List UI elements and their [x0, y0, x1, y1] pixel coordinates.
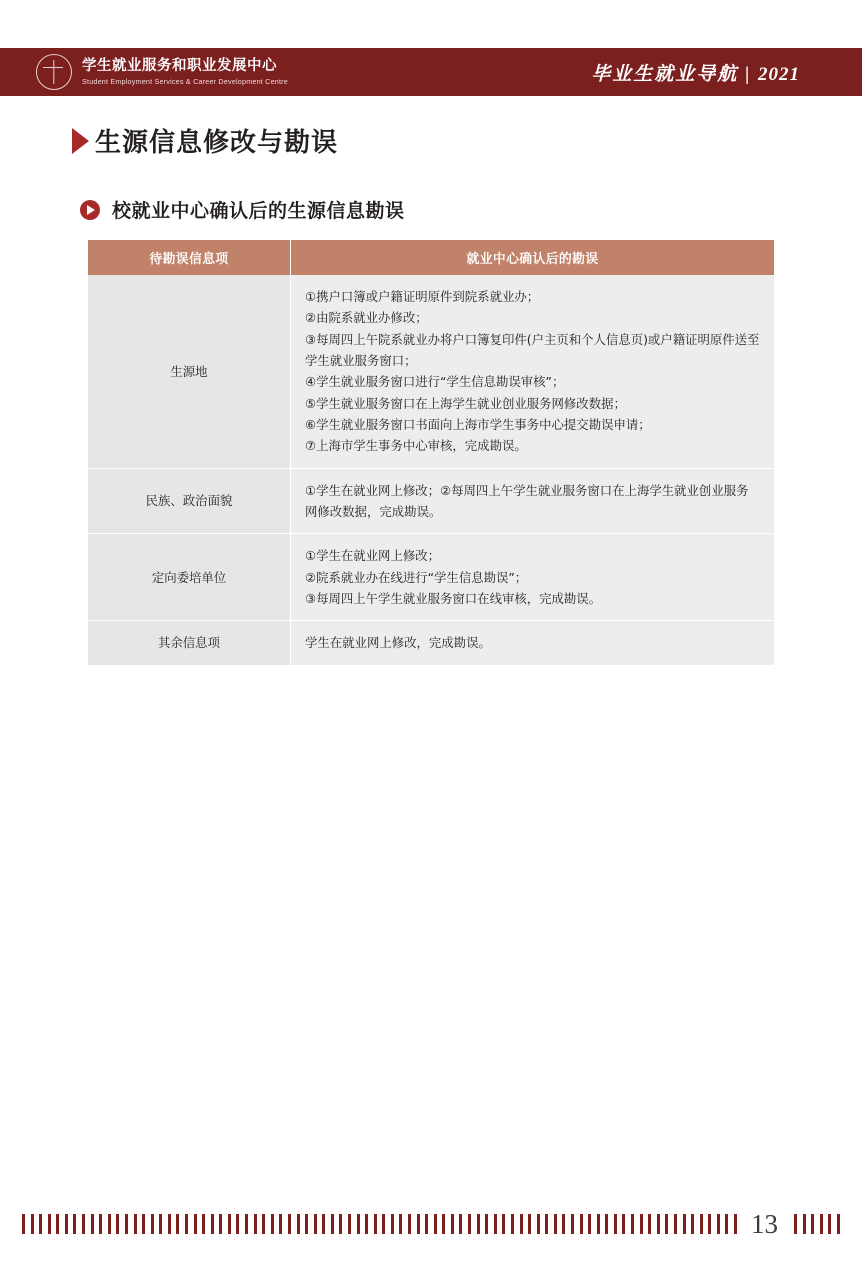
- row-label: 定向委培单位: [88, 534, 291, 621]
- footer-dash: [605, 1214, 608, 1234]
- row-content: [291, 621, 775, 665]
- footer-dash: [794, 1214, 797, 1234]
- footer-dash: [580, 1214, 583, 1234]
- table-row: [88, 468, 774, 534]
- university-seal-icon: [36, 54, 72, 90]
- footer-dash: [271, 1214, 274, 1234]
- footer-dash: [717, 1214, 720, 1234]
- footer-dash: [700, 1214, 703, 1234]
- footer-dash: [65, 1214, 68, 1234]
- footer-dash: [468, 1214, 471, 1234]
- footer-dash: [305, 1214, 308, 1234]
- footer-dash: [665, 1214, 668, 1234]
- footer-dash: [820, 1214, 823, 1234]
- footer-dash: [494, 1214, 497, 1234]
- header-brand: [0, 54, 288, 90]
- org-name-en: Student Employment Services & Career Development Centre: [82, 77, 288, 87]
- footer-dash: [134, 1214, 137, 1234]
- footer-dash: [528, 1214, 531, 1234]
- footer-dash: [382, 1214, 385, 1234]
- org-name-cn: 学生就业服务和职业发展中心: [82, 57, 277, 74]
- footer-dash: [734, 1214, 737, 1234]
- footer-dash: [194, 1214, 197, 1234]
- footer-dash: [176, 1214, 179, 1234]
- footer-dash: [545, 1214, 548, 1234]
- footer-dash: [159, 1214, 162, 1234]
- footer-dash: [408, 1214, 411, 1234]
- footer-dash: [683, 1214, 686, 1234]
- content-line: ⑤学生就业服务窗口在上海学生就业创业服务网修改数据；: [305, 395, 626, 411]
- footer-dash: [31, 1214, 34, 1234]
- footer-dash: [82, 1214, 85, 1234]
- table-header-row: [88, 240, 774, 275]
- page-header: [0, 48, 862, 96]
- content-line: ②院系就业办在线进行“学生信息勘误”；: [305, 569, 528, 585]
- footer-dash: [442, 1214, 445, 1234]
- table-body: [88, 275, 774, 665]
- footer-dash: [725, 1214, 728, 1234]
- footer-dash: [99, 1214, 102, 1234]
- column-header-correction: 就业中心确认后的勘误: [291, 240, 775, 275]
- footer-dash: [245, 1214, 248, 1234]
- row-label: 生源地: [88, 275, 291, 468]
- table-row: [88, 621, 774, 665]
- footer-dash: [451, 1214, 454, 1234]
- brand-separator: |: [745, 63, 752, 85]
- footer-dash: [314, 1214, 317, 1234]
- footer-dash: [399, 1214, 402, 1234]
- content-line: ①学生在就业网上修改；: [305, 548, 441, 564]
- footer-dash: [828, 1214, 831, 1234]
- footer-dash: [434, 1214, 437, 1234]
- footer-dash: [142, 1214, 145, 1234]
- row-label: 其余信息项: [88, 621, 291, 665]
- row-content: [291, 275, 775, 468]
- footer-dash: [811, 1214, 814, 1234]
- footer-dash: [417, 1214, 420, 1234]
- footer-dash: [108, 1214, 111, 1234]
- footer-dash: [228, 1214, 231, 1234]
- footer-dash: [485, 1214, 488, 1234]
- section-heading-row: [80, 196, 405, 223]
- footer-dash: [520, 1214, 523, 1234]
- footer-dash: [262, 1214, 265, 1234]
- row-label: 民族、政治面貌: [88, 468, 291, 534]
- footer-dash: [348, 1214, 351, 1234]
- content-line: ①携户口簿或户籍证明原件到院系就业办；: [305, 289, 540, 304]
- page-title: 生源信息修改与勘误: [95, 128, 339, 158]
- footer-dash: [254, 1214, 257, 1234]
- footer-dash-decoration: [22, 1213, 840, 1235]
- footer-dash: [116, 1214, 119, 1234]
- footer-dash: [708, 1214, 711, 1234]
- footer-dash: [554, 1214, 557, 1234]
- footer-dash: [803, 1214, 806, 1234]
- section-title: 校就业中心确认后的生源信息勘误: [112, 200, 405, 222]
- table-head: [88, 240, 774, 275]
- footer-dash: [73, 1214, 76, 1234]
- brand-year: 2021: [758, 63, 800, 85]
- footer-dash: [391, 1214, 394, 1234]
- footer-dash: [640, 1214, 643, 1234]
- footer-dash: [151, 1214, 154, 1234]
- page-title-row: [72, 122, 338, 159]
- footer-dash: [631, 1214, 634, 1234]
- content-line: ④学生就业服务窗口进行“学生信息勘误审核”；: [305, 374, 565, 390]
- correction-table: [88, 240, 774, 666]
- footer-dash: [211, 1214, 214, 1234]
- play-circle-icon: [80, 200, 100, 220]
- footer-dash: [622, 1214, 625, 1234]
- footer-dash: [39, 1214, 42, 1234]
- footer-dash: [279, 1214, 282, 1234]
- footer-dash: [374, 1214, 377, 1234]
- page-number: 13: [741, 1209, 788, 1239]
- footer-dash: [56, 1214, 59, 1234]
- footer-dash: [297, 1214, 300, 1234]
- footer-dash: [597, 1214, 600, 1234]
- footer-dash: [91, 1214, 94, 1234]
- footer-dash: [588, 1214, 591, 1234]
- footer-dash: [571, 1214, 574, 1234]
- footer-dash: [691, 1214, 694, 1234]
- footer-dash: [502, 1214, 505, 1234]
- content-line: 学生在就业网上修改，完成勘误。: [305, 635, 491, 651]
- table-row: [88, 275, 774, 468]
- header-org-block: [82, 57, 288, 87]
- footer-dash: [562, 1214, 565, 1234]
- footer-dash: [537, 1214, 540, 1234]
- row-content: [291, 534, 775, 621]
- brand-title-text: 毕业生就业导航: [591, 63, 739, 85]
- content-line: ③每周四上午院系就业办将户口簿复印件(户主页和个人信息页)或户籍证明原件送至学生就业服务窗口；: [305, 331, 760, 368]
- footer-dash: [48, 1214, 51, 1234]
- column-header-item: 待勘误信息项: [88, 240, 291, 275]
- footer-dash: [657, 1214, 660, 1234]
- arrow-right-icon: [72, 128, 89, 154]
- footer-dash: [459, 1214, 462, 1234]
- footer-dash: [365, 1214, 368, 1234]
- content-line: ⑦上海市学生事务中心审核，完成勘误。: [305, 438, 527, 454]
- footer-dash: [511, 1214, 514, 1234]
- footer-dash: [331, 1214, 334, 1234]
- footer-dash: [168, 1214, 171, 1234]
- row-content: [291, 468, 775, 534]
- footer-dash: [648, 1214, 651, 1234]
- footer-dash: [236, 1214, 239, 1234]
- footer-dash: [425, 1214, 428, 1234]
- footer-dash: [674, 1214, 677, 1234]
- footer-dash: [837, 1214, 840, 1234]
- page-footer: [0, 1205, 862, 1245]
- footer-dash: [219, 1214, 222, 1234]
- footer-dash: [202, 1214, 205, 1234]
- content-line: ③每周四上午学生就业服务窗口在线审核，完成勘误。: [305, 590, 602, 606]
- footer-dash: [22, 1214, 25, 1234]
- footer-dash: [357, 1214, 360, 1234]
- header-brand-title: [591, 59, 862, 86]
- content-line: ②由院系就业办修改；: [305, 310, 428, 326]
- footer-dash: [125, 1214, 128, 1234]
- footer-dash: [477, 1214, 480, 1234]
- content-line: ①学生在就业网上修改；②每周四上午学生就业服务窗口在上海学生就业创业服务网修改数据，完成勘误。: [305, 482, 749, 519]
- footer-dash: [322, 1214, 325, 1234]
- footer-dash: [339, 1214, 342, 1234]
- footer-dash: [185, 1214, 188, 1234]
- footer-dash: [288, 1214, 291, 1234]
- footer-dash: [614, 1214, 617, 1234]
- content-line: ⑥学生就业服务窗口书面向上海市学生事务中心提交勘误申请；: [305, 416, 651, 432]
- table-row: [88, 534, 774, 621]
